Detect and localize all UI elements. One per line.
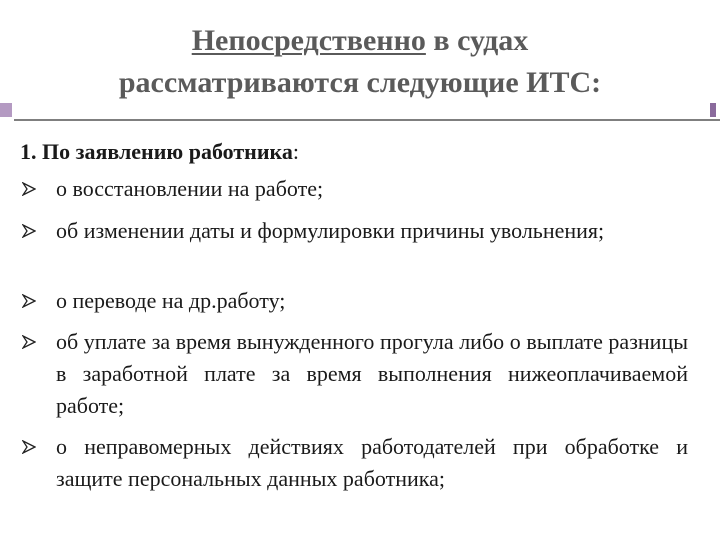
title-underlined-word: Непосредственно	[191, 24, 426, 57]
bullet-item: об уплате за время вынужденного прогула либо о выплате разницы в заработной плате за время выполнения нижеоплачиваемой работе;	[56, 329, 688, 418]
arrowhead-bullet-icon	[22, 440, 36, 454]
slide-title	[40, 20, 680, 104]
arrowhead-bullet-icon	[22, 294, 36, 308]
divider-accent-tick	[710, 103, 716, 117]
divider-accent-block	[0, 103, 12, 117]
section-heading-text: 1. По заявлению работника	[20, 139, 293, 164]
bullet-item: о переводе на др.работу;	[56, 288, 286, 313]
title-line2: рассматриваются следующие ИТС:	[118, 66, 602, 99]
section-heading-colon: :	[292, 139, 299, 164]
section-heading	[20, 138, 299, 166]
bullet-item: об изменении даты и формулировки причины увольнения;	[56, 218, 605, 243]
arrowhead-bullet-icon	[22, 335, 36, 349]
arrowhead-bullet-icon	[22, 182, 36, 196]
arrowhead-bullet-icon	[22, 224, 36, 238]
title-line1-rest: в судах	[425, 24, 529, 57]
bullet-item: о восстановлении на работе;	[56, 176, 324, 201]
bullet-item: о неправомерных действиях работодателей при обработке и защите персональных данных работника;	[56, 434, 688, 491]
title-divider-line	[14, 119, 720, 121]
